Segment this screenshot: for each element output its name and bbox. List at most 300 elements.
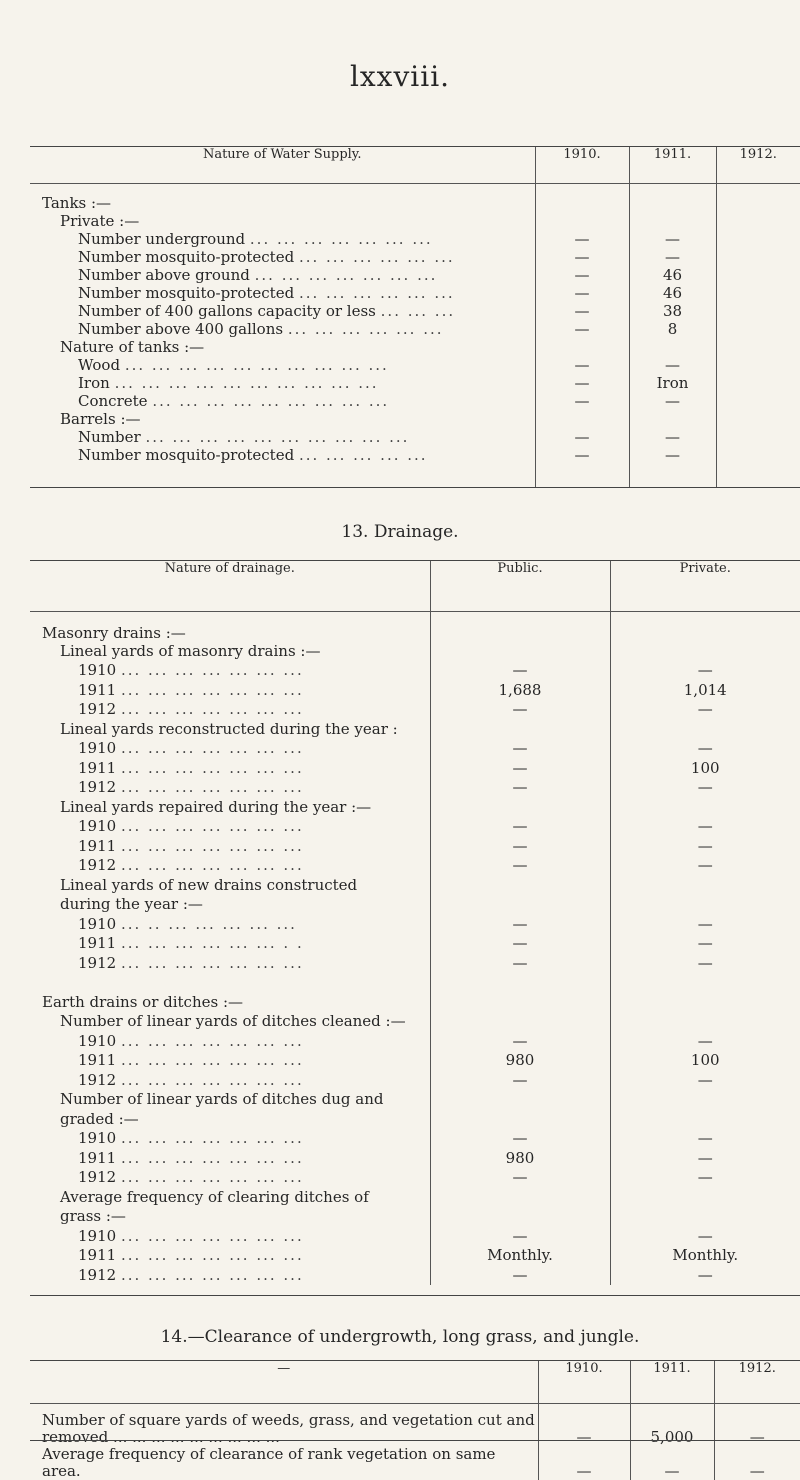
drainage-value-private	[610, 876, 800, 896]
drainage-value-public: 980	[430, 1149, 610, 1169]
clearance-table	[30, 1361, 800, 1480]
leader-dots: ... ... ... ... ... ... ...	[120, 758, 304, 777]
water-value-1912	[716, 183, 800, 212]
table-row	[30, 1446, 800, 1480]
row-label: Number underground	[78, 229, 246, 248]
drainage-value-private: —	[610, 817, 800, 837]
leader-dots: ... ... ... ... ... ... ...	[120, 856, 304, 874]
drainage-value-private	[610, 895, 800, 915]
clearance-row-label	[30, 1446, 538, 1480]
water-value-1911: —	[629, 428, 716, 446]
water-value-1910: —	[535, 428, 629, 446]
drainage-header-public: Public.	[430, 561, 610, 611]
drainage-value-private: —	[610, 700, 800, 720]
table-row	[30, 1012, 800, 1032]
table-row	[30, 1071, 800, 1091]
table-row	[30, 212, 800, 230]
water-row-label	[30, 392, 535, 410]
water-value-1910: —	[535, 374, 629, 392]
water-value-1912	[716, 266, 800, 284]
clearance-title: 14.—Clearance of undergrowth, long grass, and jungle.	[160, 1327, 640, 1347]
water-value-1911: —	[629, 446, 716, 464]
drainage-value-public	[430, 895, 610, 915]
drainage-value-private: 1,014	[610, 681, 800, 701]
row-label: 1910	[78, 1226, 117, 1245]
leader-dots: ... ... ... ... ... ... ...	[120, 778, 304, 796]
water-row-label	[30, 183, 535, 212]
leader-dots: ... ... ... ... ... ... ... ... ... ...	[145, 427, 410, 446]
row-label: 1910	[78, 739, 117, 757]
row-label: during the year :—	[60, 895, 203, 913]
water-row-label	[30, 248, 535, 266]
row-label: Private :—	[60, 211, 140, 230]
drainage-row-label	[30, 1032, 430, 1052]
water-value-1911: 38	[629, 302, 716, 320]
drainage-value-private: —	[610, 856, 800, 876]
row-label: graded :—	[60, 1109, 139, 1128]
clearance-header-1911: 1911.	[630, 1361, 714, 1403]
row-label: 1910	[78, 1129, 117, 1147]
drainage-value-public: —	[430, 1266, 610, 1286]
drainage-value-public: —	[430, 739, 610, 759]
table-row	[30, 1032, 800, 1052]
water-value-1911	[629, 410, 716, 428]
drainage-row-label	[30, 993, 430, 1013]
drainage-value-public: —	[430, 934, 610, 954]
water-row-label	[30, 428, 535, 446]
row-label: Average frequency of clearing ditches of	[60, 1187, 369, 1206]
water-header-1911: 1911.	[629, 147, 716, 183]
drainage-value-public	[430, 642, 610, 662]
page-number: lxxviii.	[349, 60, 451, 93]
table-row	[30, 183, 800, 212]
water-value-1910	[535, 338, 629, 356]
row-label: Number	[78, 427, 141, 446]
leader-dots: ... ... ... ... ... ... ...	[120, 700, 304, 718]
drainage-value-private: —	[610, 1149, 800, 1169]
leader-dots: ... ... ... ... ... ... ...	[120, 817, 304, 835]
drainage-row-label	[30, 1051, 430, 1071]
drainage-bottom-rule	[30, 1295, 800, 1296]
clearance-value-1911: 5,000	[630, 1403, 714, 1446]
water-value-1911: 46	[629, 266, 716, 284]
row-label: Average frequency of clearance of rank vegetation on same area.	[42, 1444, 496, 1480]
row-label: Lineal yards of masonry drains :—	[60, 641, 321, 660]
drainage-value-public: —	[430, 1168, 610, 1188]
drainage-row-label	[30, 817, 430, 837]
row-label: 1910	[78, 817, 117, 835]
drainage-value-private: —	[610, 1168, 800, 1188]
water-header-1910: 1910.	[535, 147, 629, 183]
drainage-row-label	[30, 720, 430, 740]
clearance-value-1912: —	[714, 1403, 800, 1446]
water-row-label	[30, 338, 535, 356]
water-value-1911	[629, 338, 716, 356]
leader-dots: ... ... ... ... ... ... ...	[120, 953, 304, 972]
drainage-value-public: 1,688	[430, 681, 610, 701]
drainage-value-public	[430, 1207, 610, 1227]
drainage-row-label	[30, 856, 430, 876]
water-value-1910	[535, 183, 629, 212]
water-value-1912	[716, 374, 800, 392]
row-label: 1910	[78, 1031, 117, 1050]
water-row-label	[30, 446, 535, 464]
drainage-row-label	[30, 1071, 430, 1091]
table-row	[30, 320, 800, 338]
water-value-1910: —	[535, 284, 629, 302]
drainage-title: 13. Drainage.	[341, 522, 459, 542]
drainage-value-public	[430, 611, 610, 642]
clearance-body	[30, 1403, 800, 1480]
table-row	[30, 759, 800, 779]
row-label: Number of square yards of weeds, grass, and vegetation cut and removed	[42, 1410, 535, 1446]
table-row	[30, 1207, 800, 1227]
table-row	[30, 392, 800, 410]
table-row	[30, 446, 800, 464]
drainage-value-public	[430, 798, 610, 818]
table-row	[30, 1266, 800, 1286]
drainage-value-private: —	[610, 934, 800, 954]
table-row	[30, 778, 800, 798]
table-row	[30, 1168, 800, 1188]
drainage-value-private: —	[610, 739, 800, 759]
drainage-value-private	[610, 993, 800, 1013]
water-value-1910: —	[535, 266, 629, 284]
table-spacer	[30, 464, 800, 488]
drainage-row-label	[30, 739, 430, 759]
drainage-value-public: —	[430, 1032, 610, 1052]
leader-dots: ... ... ... ... ... ... ...	[120, 1226, 304, 1245]
drainage-row-label	[30, 611, 430, 642]
leader-dots: ... ... ... ... ... ... . .	[120, 934, 304, 952]
clearance-value-1911: —	[630, 1446, 714, 1480]
drainage-row-label	[30, 1266, 430, 1286]
row-label: 1912	[78, 778, 117, 796]
water-row-label	[30, 410, 535, 428]
drainage-value-public: —	[430, 1129, 610, 1149]
table-row	[30, 1246, 800, 1266]
spacer-cell	[716, 464, 800, 488]
drainage-row-label	[30, 1012, 430, 1032]
row-label: 1911	[78, 1148, 117, 1167]
table-row	[30, 248, 800, 266]
clearance-header-1910: 1910.	[538, 1361, 630, 1403]
table-row	[30, 973, 800, 993]
leader-dots: ... ... ... ... ... ... ...	[120, 1148, 304, 1167]
drainage-value-public: —	[430, 1071, 610, 1091]
drainage-row-label	[30, 661, 430, 681]
water-header-nature: Nature of Water Supply.	[30, 147, 535, 183]
water-value-1911: —	[629, 230, 716, 248]
table-row	[30, 895, 800, 915]
table-row	[30, 1110, 800, 1130]
drainage-value-private	[610, 1090, 800, 1110]
drainage-value-public	[430, 973, 610, 993]
table-row	[30, 428, 800, 446]
water-row-label	[30, 266, 535, 284]
water-value-1911: Iron	[629, 374, 716, 392]
table-row	[30, 876, 800, 896]
leader-dots: ... ... ... ... ... ... ...	[249, 229, 433, 248]
table-row	[30, 798, 800, 818]
row-label: Nature of tanks :—	[60, 337, 205, 356]
table-row	[30, 837, 800, 857]
drainage-value-public: 980	[430, 1051, 610, 1071]
leader-dots: ... ... ... ... ... ...	[298, 247, 455, 266]
drainage-row-label	[30, 895, 430, 915]
table-row	[30, 1188, 800, 1208]
leader-dots: ... ... ... ... ... ... ...	[120, 661, 304, 679]
leader-dots: ... ... ...	[380, 301, 456, 320]
table-row	[30, 611, 800, 642]
drainage-value-private	[610, 1207, 800, 1227]
drainage-value-private: —	[610, 1227, 800, 1247]
row-label: Iron	[78, 373, 110, 392]
drainage-value-public	[430, 1090, 610, 1110]
drainage-value-private: —	[610, 1032, 800, 1052]
table-row	[30, 661, 800, 681]
drainage-value-public	[430, 1188, 610, 1208]
row-label: Earth drains or ditches :—	[42, 992, 244, 1011]
drainage-header-private: Private.	[610, 561, 800, 611]
table-row	[30, 284, 800, 302]
water-value-1912	[716, 356, 800, 374]
water-value-1911	[629, 183, 716, 212]
water-value-1911: —	[629, 356, 716, 374]
leader-dots: ... ... ... ... ... ... ...	[120, 1051, 304, 1069]
drainage-value-public: —	[430, 661, 610, 681]
water-supply-body	[30, 183, 800, 488]
leader-dots: ... ... ... ... ... ... ...	[120, 1031, 304, 1050]
water-value-1910: —	[535, 356, 629, 374]
drainage-value-public: —	[430, 837, 610, 857]
row-label: 1912	[78, 953, 117, 972]
table-row	[30, 374, 800, 392]
row-label: Number above 400 gallons	[78, 319, 284, 338]
row-label: 1912	[78, 1265, 117, 1284]
water-value-1910	[535, 410, 629, 428]
drainage-row-label	[30, 1090, 430, 1110]
table-row	[30, 681, 800, 701]
drainage-row-label	[30, 1227, 430, 1247]
row-label: Masonry drains :—	[42, 623, 186, 642]
drainage-value-public: —	[430, 1227, 610, 1247]
clearance-value-1910: —	[538, 1403, 630, 1446]
clearance-header-blank: —	[30, 1361, 538, 1403]
row-label: Number mosquito-protected	[78, 247, 295, 266]
drainage-row-label	[30, 642, 430, 662]
drainage-row-label	[30, 700, 430, 720]
water-value-1912	[716, 302, 800, 320]
leader-dots: ... ... ... ... ... ...	[287, 319, 444, 338]
table-row	[30, 1149, 800, 1169]
leader-dots: ... ... ... ... ... ... ...	[120, 680, 304, 699]
drainage-value-private	[610, 798, 800, 818]
drainage-value-private	[610, 1188, 800, 1208]
water-value-1912	[716, 284, 800, 302]
drainage-value-public	[430, 720, 610, 740]
water-row-label	[30, 374, 535, 392]
drainage-value-public: —	[430, 915, 610, 935]
table-row	[30, 1227, 800, 1247]
water-value-1912	[716, 320, 800, 338]
leader-dots: ... ... ... ... ... ... ...	[254, 265, 438, 284]
drainage-value-public	[430, 1110, 610, 1130]
table-row	[30, 700, 800, 720]
drainage-value-public: —	[430, 759, 610, 779]
drainage-value-private: 100	[610, 759, 800, 779]
water-value-1910: —	[535, 230, 629, 248]
drainage-row-label	[30, 954, 430, 974]
table-row	[30, 266, 800, 284]
drainage-row-label	[30, 1246, 430, 1266]
water-row-label	[30, 284, 535, 302]
drainage-row-label	[30, 798, 430, 818]
table-row	[30, 720, 800, 740]
table-row	[30, 817, 800, 837]
row-label: grass :—	[60, 1207, 126, 1225]
row-label: Wood	[78, 355, 121, 374]
clearance-value-1912: —	[714, 1446, 800, 1480]
water-value-1911: 8	[629, 320, 716, 338]
water-value-1912	[716, 230, 800, 248]
row-label: 1910	[78, 661, 117, 679]
drainage-row-label	[30, 915, 430, 935]
drainage-header-nature: Nature of drainage.	[30, 561, 430, 611]
row-label: 1911	[78, 934, 117, 952]
water-value-1910: —	[535, 446, 629, 464]
table-row	[30, 915, 800, 935]
row-label: 1912	[78, 1070, 117, 1089]
drainage-value-private	[610, 611, 800, 642]
leader-dots: ... ... ... ... ... ... ... ... ... ...	[124, 355, 389, 374]
water-value-1910: —	[535, 302, 629, 320]
table-row	[30, 934, 800, 954]
table-row	[30, 993, 800, 1013]
drainage-row-label	[30, 759, 430, 779]
leader-dots: ... ... ... ... ... ... ...	[120, 836, 304, 855]
drainage-value-private: —	[610, 661, 800, 681]
row-label: Number of 400 gallons capacity or less	[78, 301, 376, 320]
row-label: Number of linear yards of ditches dug and	[60, 1090, 384, 1108]
table-row	[30, 642, 800, 662]
drainage-row-label	[30, 1207, 430, 1227]
water-row-label	[30, 302, 535, 320]
drainage-row-label	[30, 1168, 430, 1188]
leader-dots: ... ... ... ... ... ... ... ... ...	[152, 391, 390, 410]
drainage-value-private: —	[610, 915, 800, 935]
row-label: 1910	[78, 914, 117, 933]
spacer-cell	[629, 464, 716, 488]
table-row	[30, 410, 800, 428]
table-row	[30, 739, 800, 759]
leader-dots: ... ... ... ... ... ... ...	[120, 1129, 304, 1147]
table-row	[30, 1051, 800, 1071]
leader-dots: ... ... ... ... ... ...	[298, 283, 455, 302]
water-value-1912	[716, 410, 800, 428]
row-label: 1911	[78, 836, 117, 855]
drainage-row-label	[30, 876, 430, 896]
table-row	[30, 338, 800, 356]
leader-dots: ... ... ... ... ... ... ... ... ... ...	[114, 373, 379, 392]
water-value-1910: —	[535, 320, 629, 338]
drainage-value-public: —	[430, 856, 610, 876]
row-label: Number above ground	[78, 265, 250, 284]
drainage-value-private	[610, 1110, 800, 1130]
drainage-row-label	[30, 1188, 430, 1208]
clearance-value-1910: —	[538, 1446, 630, 1480]
water-value-1911	[629, 212, 716, 230]
spacer-cell	[535, 464, 629, 488]
drainage-value-private	[610, 973, 800, 993]
leader-dots: ... .. ... ... ... ... ...	[120, 914, 297, 933]
clearance-header-1912: 1912.	[714, 1361, 800, 1403]
row-label: Number mosquito-protected	[78, 445, 295, 464]
water-header-1912: 1912.	[716, 147, 800, 183]
water-value-1912	[716, 212, 800, 230]
row-label: Barrels :—	[60, 409, 141, 428]
drainage-value-private: —	[610, 778, 800, 798]
drainage-row-label	[30, 934, 430, 954]
drainage-body	[30, 611, 800, 1285]
table-row	[30, 302, 800, 320]
row-label: Lineal yards repaired during the year :—	[60, 797, 372, 816]
water-value-1911: 46	[629, 284, 716, 302]
row-label: Number of linear yards of ditches cleaned :—	[60, 1012, 406, 1030]
leader-dots: ... ... ... ... ... ... ... ... ...	[113, 1427, 280, 1446]
leader-dots: ... ... ... ... ... ... ...	[120, 1246, 304, 1264]
drainage-row-label	[30, 1129, 430, 1149]
water-row-label	[30, 230, 535, 248]
water-value-1911: —	[629, 392, 716, 410]
water-value-1912	[716, 392, 800, 410]
water-value-1912	[716, 428, 800, 446]
water-supply-table	[30, 147, 800, 488]
drainage-row-label	[30, 681, 430, 701]
leader-dots: ... ... ... ... ... ... ...	[120, 1070, 304, 1089]
drainage-table	[30, 561, 800, 1285]
water-value-1912	[716, 248, 800, 266]
drainage-row-label	[30, 1110, 430, 1130]
row-label: 1912	[78, 856, 117, 874]
water-row-label	[30, 356, 535, 374]
drainage-value-private: —	[610, 1071, 800, 1091]
drainage-row-label	[30, 778, 430, 798]
leader-dots: ... ... ... ... ... ... ...	[120, 739, 304, 757]
row-label: 1911	[78, 680, 117, 699]
drainage-value-private: —	[610, 837, 800, 857]
table-row	[30, 230, 800, 248]
drainage-value-public: —	[430, 954, 610, 974]
drainage-row-label	[30, 837, 430, 857]
drainage-value-public: —	[430, 778, 610, 798]
water-value-1910: —	[535, 248, 629, 266]
water-row-label	[30, 212, 535, 230]
drainage-value-public: Monthly.	[430, 1246, 610, 1266]
water-value-1912	[716, 338, 800, 356]
drainage-value-private: Monthly.	[610, 1246, 800, 1266]
drainage-value-public: —	[430, 817, 610, 837]
leader-dots: ... ... ... ... ...	[298, 445, 428, 464]
drainage-value-private: —	[610, 1266, 800, 1286]
leader-dots: ... ... ... ... ... ... ...	[120, 1265, 304, 1284]
drainage-value-public: —	[430, 700, 610, 720]
water-value-1911: —	[629, 248, 716, 266]
drainage-value-public	[430, 993, 610, 1013]
row-label: 1912	[78, 1168, 117, 1186]
drainage-value-private	[610, 642, 800, 662]
table-row	[30, 1090, 800, 1110]
